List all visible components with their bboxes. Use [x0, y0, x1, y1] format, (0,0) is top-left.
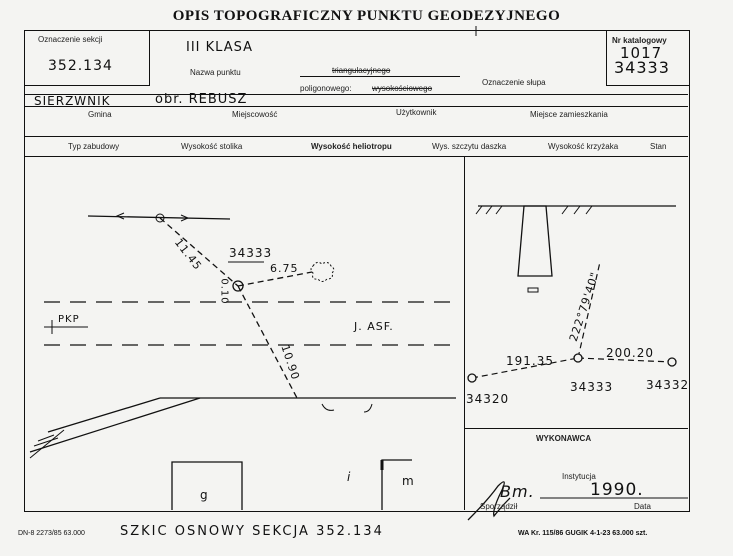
sketch-plot-g: g	[200, 488, 209, 502]
nazwa-label: Nazwa punktu	[190, 68, 241, 77]
footer-left-code: DN-8 2273/85 63.000	[18, 530, 85, 537]
right-angle: 222°79'40"	[566, 269, 602, 344]
data-label: Data	[634, 502, 651, 511]
gmina-label: Gmina	[88, 110, 112, 119]
right-dist-b: 200.20	[606, 346, 654, 360]
year-value: 1990.	[590, 480, 644, 500]
stan-label: Stan	[650, 142, 667, 151]
footer-szkic: SZKIC OSNOWY SEKCJA 352.134	[120, 524, 384, 539]
sketch-point-main: 34333	[229, 246, 273, 260]
gmina-value: SIERZWNIK	[34, 94, 111, 108]
sketch-plot-m: m	[402, 474, 415, 488]
sketch-plot-i: i	[347, 470, 352, 484]
heliotrop-label: Wysokość heliotropu	[311, 142, 392, 151]
typ-label: Typ zabudowy	[68, 142, 120, 151]
triang-label: triangulacyjnego	[332, 66, 391, 75]
zamiesz-label: Miejsce zamieszkania	[530, 110, 608, 119]
stolik-label: Wysokość stolika	[181, 142, 243, 151]
sketch-pkp: PKP	[58, 314, 80, 325]
sketch-dist-3: 0.10	[218, 278, 230, 305]
signature: Bm.	[500, 482, 535, 501]
right-dist-a: 191.35	[506, 354, 554, 368]
page-title: OPIS TOPOGRAFICZNY PUNKTU GEODEZYJNEGO	[172, 8, 561, 24]
wysok-label: wysokościowego	[372, 84, 433, 93]
katalog-value-1: 1017	[620, 44, 663, 62]
katalog-value-2: 34333	[614, 58, 670, 77]
szczyt-label: Wys. szczytu daszka	[432, 142, 507, 151]
katalog-label: Nr katalogowy	[612, 36, 667, 45]
footer-right-code: WA Kr. 115/86 GUGIK 4-1-23 63.000 szt.	[518, 530, 648, 537]
miejsc-label: Miejscowość	[232, 110, 278, 119]
miejsc-value: obr. REBUSZ	[155, 92, 248, 107]
instytucja-label: Instytucja	[562, 472, 596, 481]
sketch-dist-1: 11.45	[171, 236, 205, 273]
sketch-dist-4: 10.90	[278, 343, 303, 382]
sketch-dist-2: 6.75	[270, 262, 299, 275]
right-point-b: 34333	[570, 380, 614, 394]
klasa-value: III KLASA	[186, 40, 253, 55]
sporzadzil-label: Sporządził	[480, 502, 518, 511]
sekcja-label: Oznaczenie sekcji	[38, 35, 103, 44]
wykonawca-label: WYKONAWCA	[536, 434, 592, 443]
right-point-a: 34320	[466, 392, 510, 406]
right-point-c: 34332	[646, 378, 690, 392]
slupa-label: Oznaczenie słupa	[482, 78, 546, 87]
sketch-road: J. ASF.	[354, 320, 394, 333]
polig-label: poligonowego:	[300, 84, 352, 93]
krzyzak-label: Wysokość krzyżaka	[548, 142, 619, 151]
sekcja-value: 352.134	[48, 58, 113, 74]
uzytk-label: Użytkownik	[396, 108, 437, 117]
